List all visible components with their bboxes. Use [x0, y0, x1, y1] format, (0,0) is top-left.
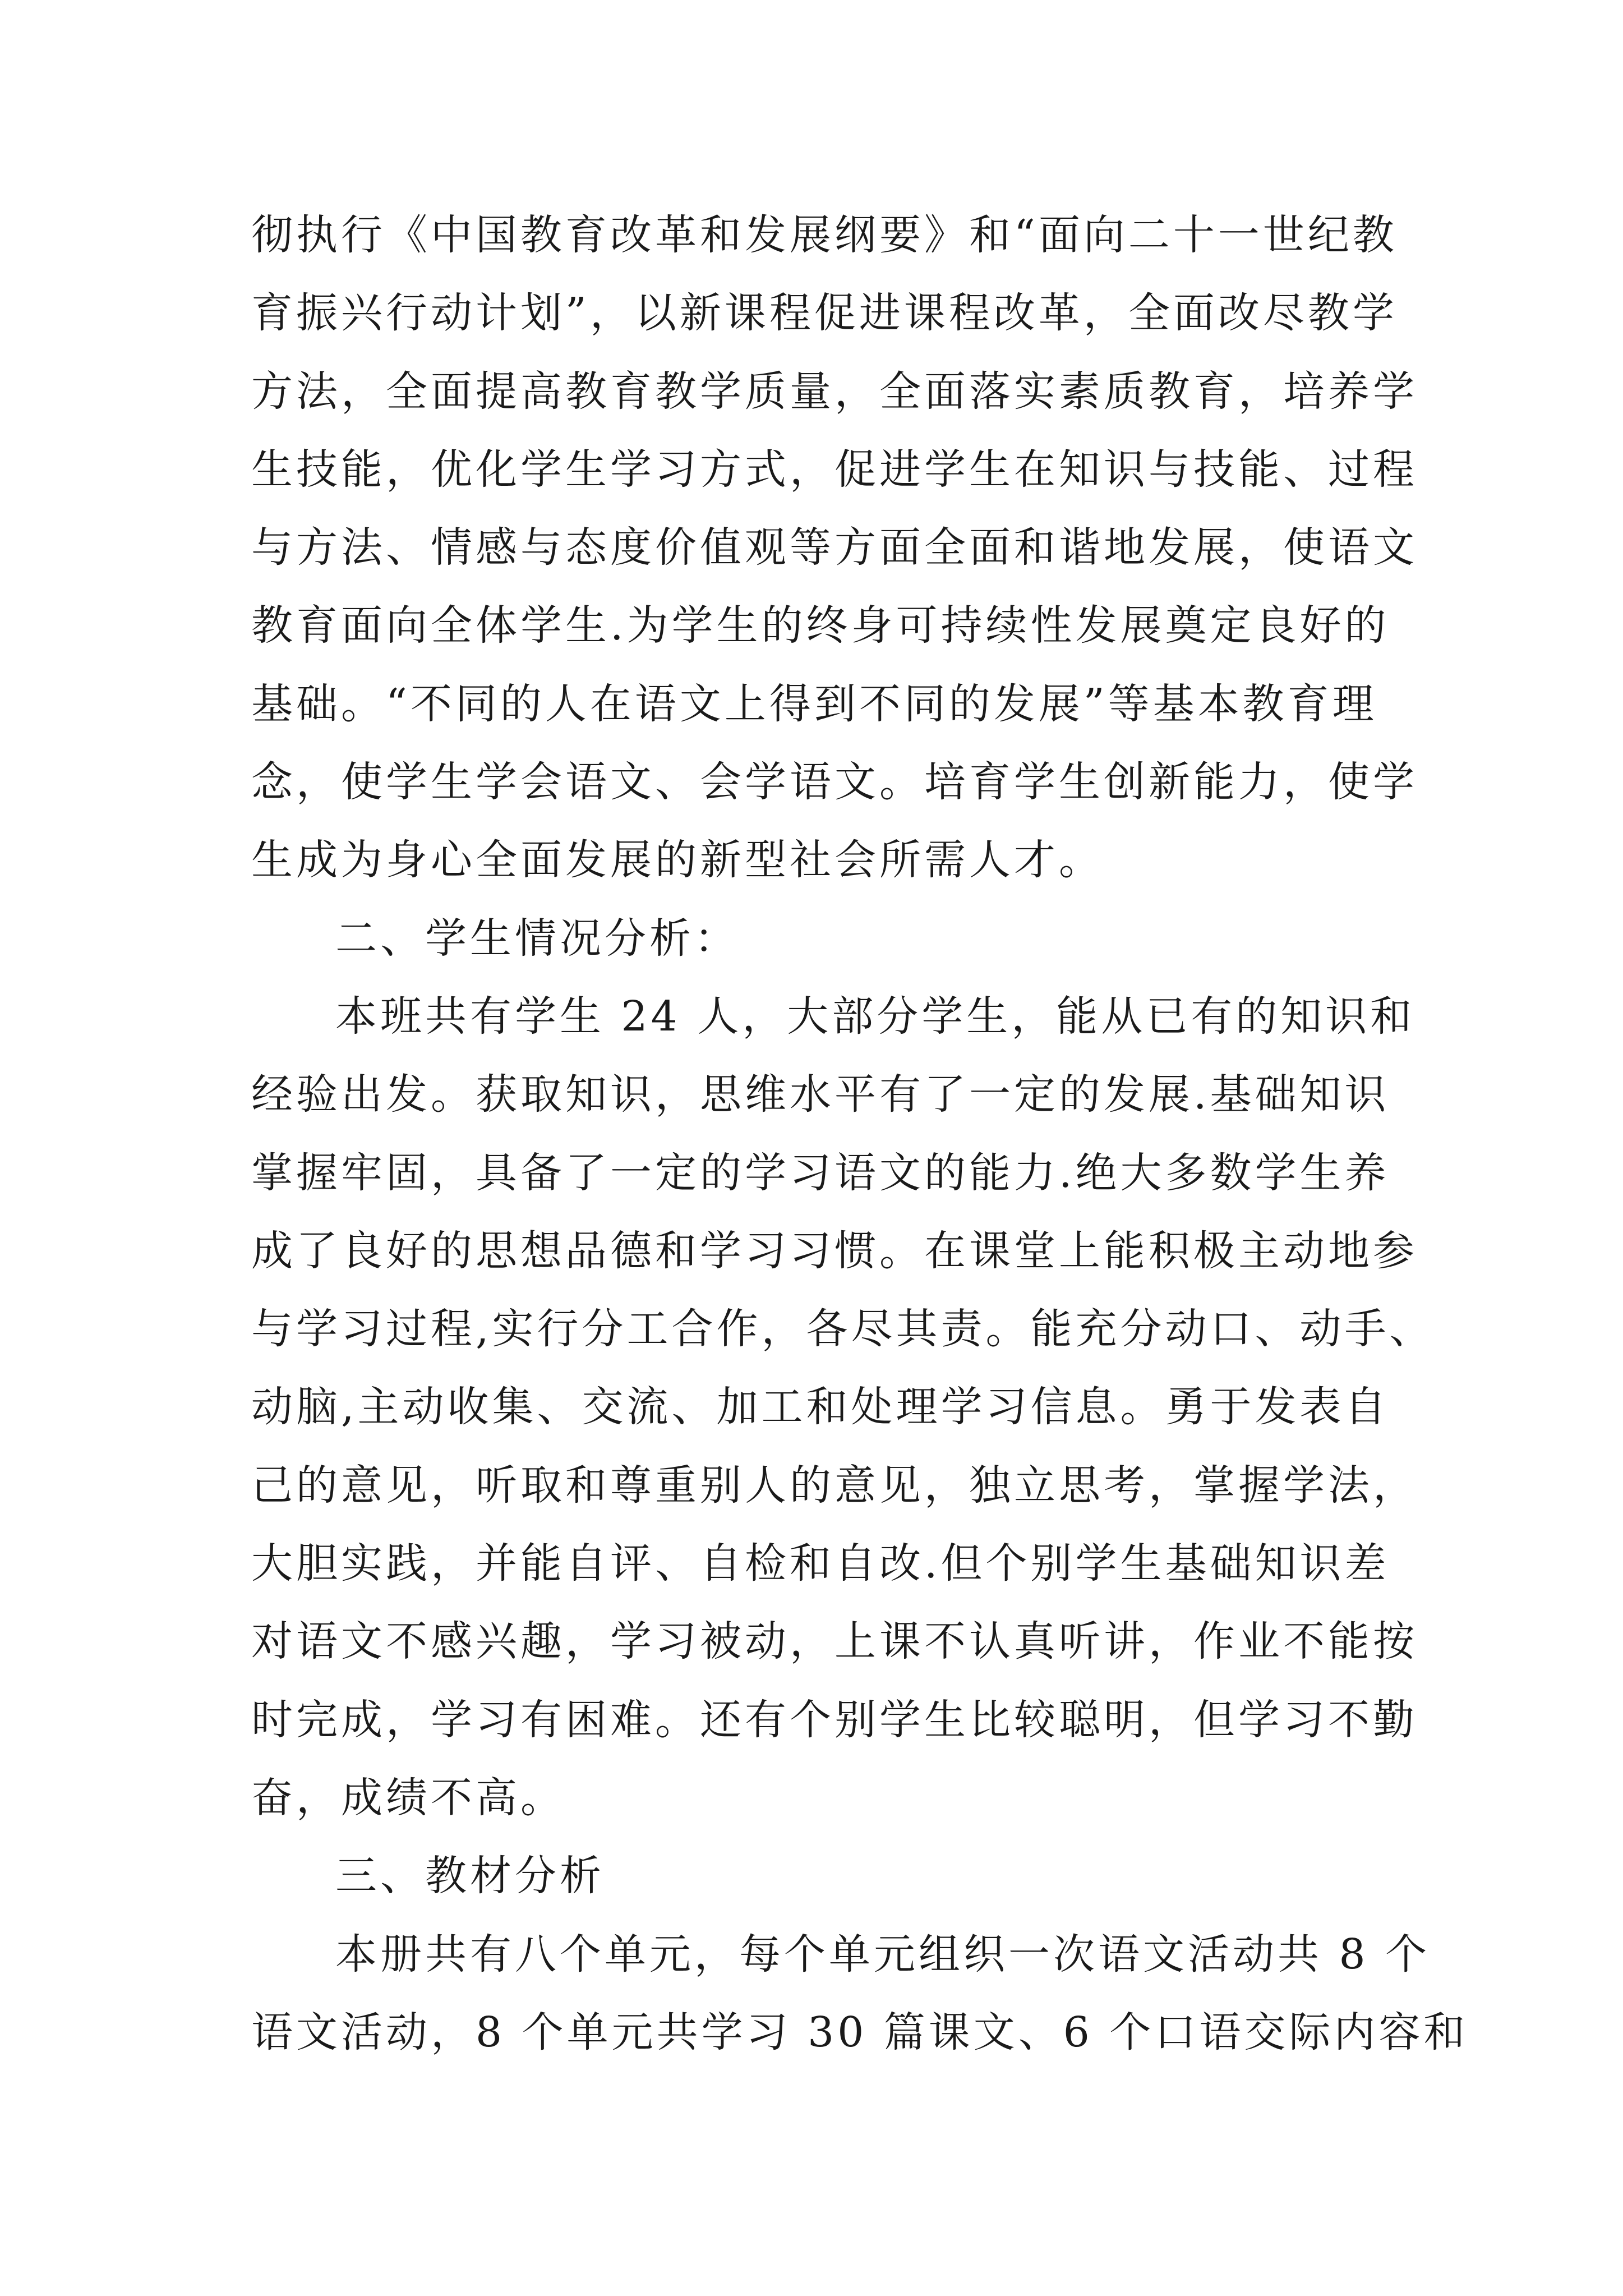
- text-line: 成了良好的思想品德和学习习惯。在课堂上能积极主动地参: [251, 1226, 1418, 1275]
- text-line: 彻执行《中国教育改革和发展纲要》和“面向二十一世纪教: [251, 211, 1398, 259]
- text-line: 念，使学生学会语文、会学语文。培育学生创新能力，使学: [251, 758, 1418, 807]
- text-line: 生技能，优化学生学习方式，促进学生在知识与技能、过程: [251, 445, 1418, 494]
- text-line: 与学习过程,实行分工合作，各尽其责。能充分动口、动手、: [251, 1305, 1435, 1354]
- text-line: 教育面向全体学生.为学生的终身可持续性发展奠定良好的: [251, 601, 1390, 650]
- section-heading-textbook-analysis: 三、教材分析: [335, 1852, 605, 1901]
- text-line: 语文活动，8 个单元共学习 30 篇课文、6 个口语交际内容和: [251, 2008, 1469, 2056]
- document-body: [251, 196, 1469, 2072]
- text-line: 方法，全面提高教育教学质量，全面落实素质教育，培养学: [251, 367, 1418, 416]
- text-line: 与方法、情感与态度价值观等方面全面和谐地发展，使语文: [251, 523, 1418, 572]
- text-line: 奋，成绩不高。: [251, 1773, 565, 1822]
- text-line: 本册共有八个单元，每个单元组织一次语文活动共 8 个: [335, 1930, 1431, 1978]
- text-line: 基础。“不同的人在语文上得到不同的发展”等基本教育理: [251, 679, 1377, 728]
- text-line: 生成为身心全面发展的新型社会所需人才。: [251, 836, 1104, 885]
- text-line: 大胆实践，并能自评、自检和自改.但个别学生基础知识差: [251, 1539, 1390, 1588]
- text-line: 己的意见，听取和尊重别人的意见，独立思考，掌握学法，: [251, 1461, 1418, 1510]
- text-line: 对语文不感兴趣，学习被动，上课不认真听讲，作业不能按: [251, 1617, 1418, 1666]
- text-line: 育振兴行动计划”，以新课程促进课程改革，全面改尽教学: [251, 289, 1398, 338]
- text-line: 本班共有学生 24 人，大部分学生，能从已有的知识和: [335, 992, 1415, 1041]
- section-heading-student-analysis: 二、学生情况分析：: [335, 914, 739, 963]
- text-line: 动脑,主动收集、交流、加工和处理学习信息。勇于发表自: [251, 1383, 1390, 1432]
- text-line: 经验出发。获取知识，思维水平有了一定的发展.基础知识: [251, 1070, 1390, 1119]
- text-line: 掌握牢固，具备了一定的学习语文的能力.绝大多数学生养: [251, 1148, 1390, 1197]
- text-line: 时完成，学习有困难。还有个别学生比较聪明，但学习不勤: [251, 1695, 1418, 1744]
